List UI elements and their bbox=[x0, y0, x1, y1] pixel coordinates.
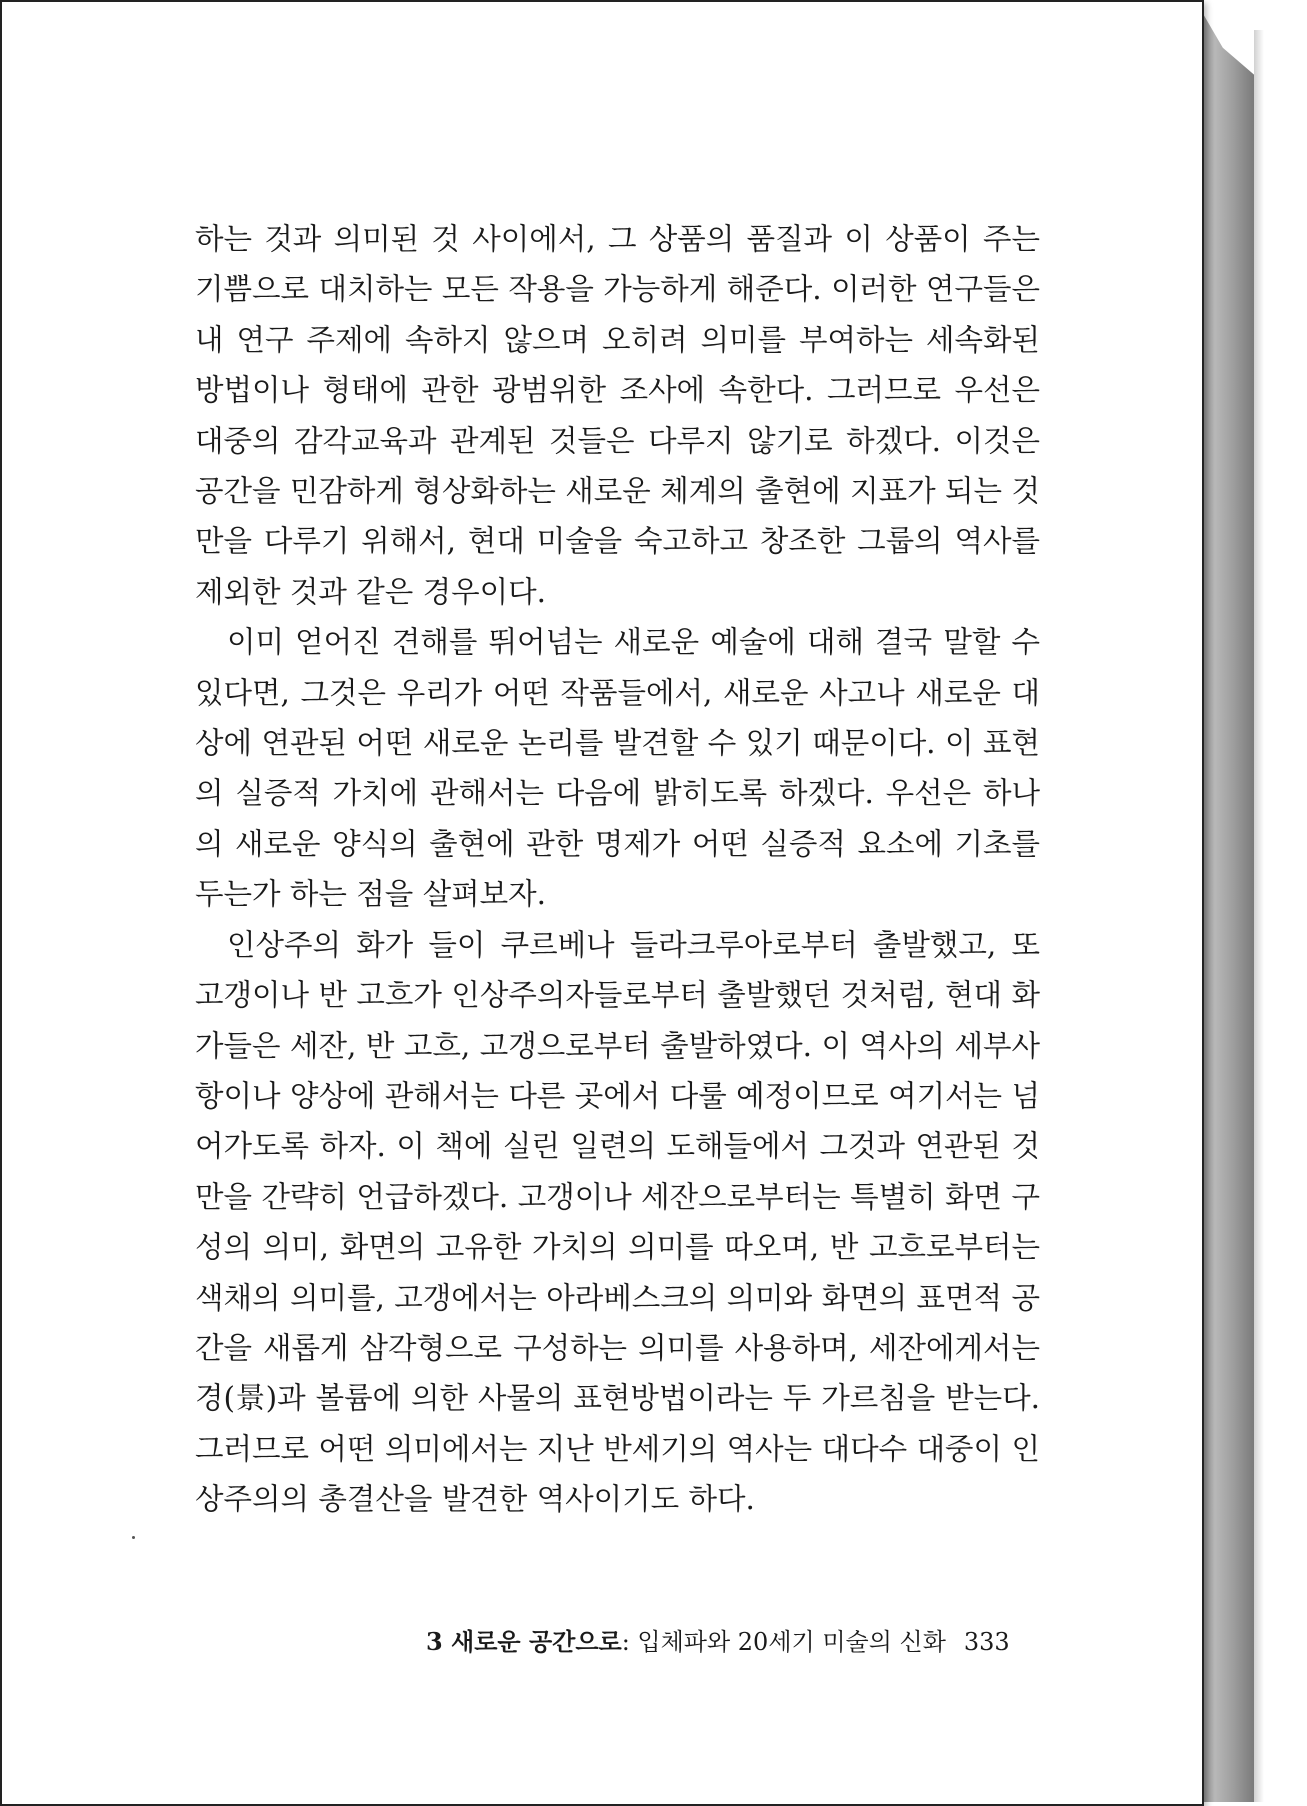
paragraph-1: 하는 것과 의미된 것 사이에서, 그 상품의 품질과 이 상품이 주는 기쁨으로 대치하는 모든 작용을 가능하게 해준다. 이러한 연구들은 내 연구 주제에 속하지 않으며 오히려 의미를 부여하는 세속화된 방법이나 형태에 관한 광범위한 조사에 속한다. 그러므로 우선은 대중의 감각교육과 관계된 것들은 다루지 않기로 하겠다. 이것은 공간을 민감하게 형상화하는 새로운 체계의 출현에 지표가 되는 것만을 다루기 위해서, 현대 미술을 숙고하고 창조한 그룹의 역사를 제외한 것과 같은 경우이다. bbox=[195, 222, 1040, 609]
page-stack-edge bbox=[1202, 12, 1254, 1802]
page-edge-shadow bbox=[1254, 30, 1264, 1802]
stray-mark bbox=[132, 1536, 135, 1539]
paragraph-3: 인상주의 화가 들이 쿠르베나 들라크루아로부터 출발했고, 또 고갱이나 반 고흐가 인상주의자들로부터 출발했던 것처럼, 현대 화가들은 세잔, 반 고흐, 고갱으로부터 출발하였다. 이 역사의 세부사항이나 양상에 관해서는 다른 곳에서 다룰 예정이므로 여기서는 넘어가도록 하자. 이 책에 실린 일련의 도해들에서 그것과 연관된 것만을 간략히 언급하겠다. 고갱이나 세잔으로부터는 특별히 화면 구성의 의미, 화면의 고유한 가치의 의미를 따오며, 반 고흐로부터는 색채의 의미를, 고갱에서는 아라베스크의 의미와 화면의 표면적 공간을 새롭게 삼각형으로 구성하는 의미를 사용하며, 세잔에게서는 경(景)과 볼륨에 의한 사물의 표현방법이라는 두 가르침을 받는다. 그러므로 어떤 의미에서는 지난 반세기의 역사는 대다수 대중이 인상주의의 총결산을 발견한 역사이기도 하다. bbox=[195, 927, 1040, 1517]
footer-subtitle: 입체파와 20세기 미술의 신화 bbox=[629, 1628, 946, 1656]
footer-chapter-title: 3 새로운 공간으로 bbox=[426, 1627, 622, 1656]
footer-separator: : bbox=[621, 1628, 630, 1656]
paragraph-2: 이미 얻어진 견해를 뛰어넘는 새로운 예술에 대해 결국 말할 수 있다면, 그것은 우리가 어떤 작품들에서, 새로운 사고나 새로운 대상에 연관된 어떤 새로운 논리를 발견할 수 있기 때문이다. 이 표현의 실증적 가치에 관해서는 다음에 밝히도록 하겠다. 우선은 하나의 새로운 양식의 출현에 관한 명제가 어떤 실증적 요소에 기초를 두는가 하는 점을 살펴보자. bbox=[195, 625, 1040, 912]
running-footer bbox=[426, 1622, 1016, 1657]
body-text bbox=[195, 214, 1040, 1525]
page-number: 333 bbox=[963, 1628, 1010, 1656]
